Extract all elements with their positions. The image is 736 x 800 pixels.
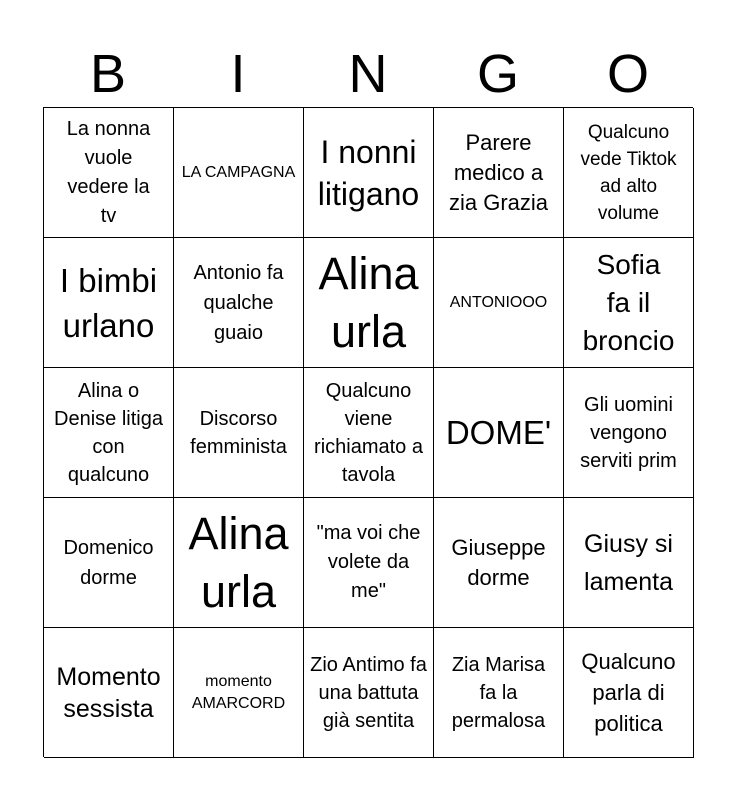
bingo-cell-text: I nonni litigano [317,133,420,212]
bingo-cell-text: Zia Marisa fa la permalosa [451,653,546,732]
bingo-cell[interactable] [174,108,304,238]
bingo-header [43,40,693,108]
header-letter-g: G [476,44,519,104]
bingo-cell[interactable] [564,628,694,758]
bingo-cell[interactable] [304,628,434,758]
bingo-cell-text: Momento sessista [56,662,161,723]
bingo-cell[interactable] [434,368,564,498]
bingo-cell[interactable] [434,498,564,628]
bingo-cell-text: Qualcuno parla di politica [581,649,676,736]
bingo-cell-text: momento AMARCORD [191,672,286,712]
bingo-cell-text: Giusy si lamenta [584,529,673,596]
bingo-cell-text: Alina urla [318,247,419,357]
header-letter-b: B [89,44,127,104]
bingo-cell-text: Alina urla [188,507,289,617]
bingo-cell[interactable] [564,108,694,238]
bingo-cell-text: Parere medico a zia Grazia [448,129,549,215]
bingo-cell[interactable] [564,368,694,498]
bingo-cell[interactable] [434,238,564,368]
bingo-cell[interactable] [174,238,304,368]
bingo-cell[interactable] [174,498,304,628]
bingo-cell[interactable] [174,368,304,498]
bingo-cell-text: Giuseppe dorme [451,534,546,590]
bingo-cell[interactable] [304,498,434,628]
bingo-cell[interactable] [434,108,564,238]
bingo-cell-text: Antonio fa qualche guaio [193,261,284,344]
bingo-cell[interactable] [44,628,174,758]
bingo-cell-text: Zio Antimo fa una battuta già sentita [310,653,427,732]
bingo-cell[interactable] [564,498,694,628]
header-letter-i: I [230,44,246,104]
bingo-cell-text: Sofia fa il broncio [582,248,675,356]
bingo-cell[interactable] [304,238,434,368]
bingo-cell[interactable] [44,108,174,238]
bingo-cell[interactable] [304,368,434,498]
bingo-cell-text: DOME' [445,414,552,451]
bingo-card-grid [43,107,693,757]
bingo-cell-text: "ma voi che volete da me" [316,522,421,602]
bingo-cell[interactable] [44,368,174,498]
bingo-cell[interactable] [304,108,434,238]
bingo-cell[interactable] [44,498,174,628]
header-letter-o: O [606,44,649,104]
header-letter-n: N [348,44,388,104]
bingo-cell-text: ANTONIOOO [449,294,548,311]
bingo-cell-text: La nonna vuole vedere la tv [66,117,151,227]
bingo-cell-text: Qualcuno viene richiamato a tavola [314,379,423,486]
bingo-cell[interactable] [174,628,304,758]
bingo-cell-text: LA CAMPAGNA [181,164,296,181]
bingo-cell-text: I bimbi urlano [59,261,158,344]
bingo-cell-text: Gli uomini vengono serviti prim [580,393,677,472]
bingo-cell-text: Discorso femminista [190,407,287,458]
bingo-cell-text: Alina o Denise litiga con qualcuno [54,379,163,486]
bingo-cell[interactable] [434,628,564,758]
bingo-cell-text: Domenico dorme [63,536,154,589]
bingo-cell[interactable] [564,238,694,368]
bingo-cell[interactable] [44,238,174,368]
bingo-cell-text: Qualcuno vede Tiktok ad alto volume [580,121,677,224]
